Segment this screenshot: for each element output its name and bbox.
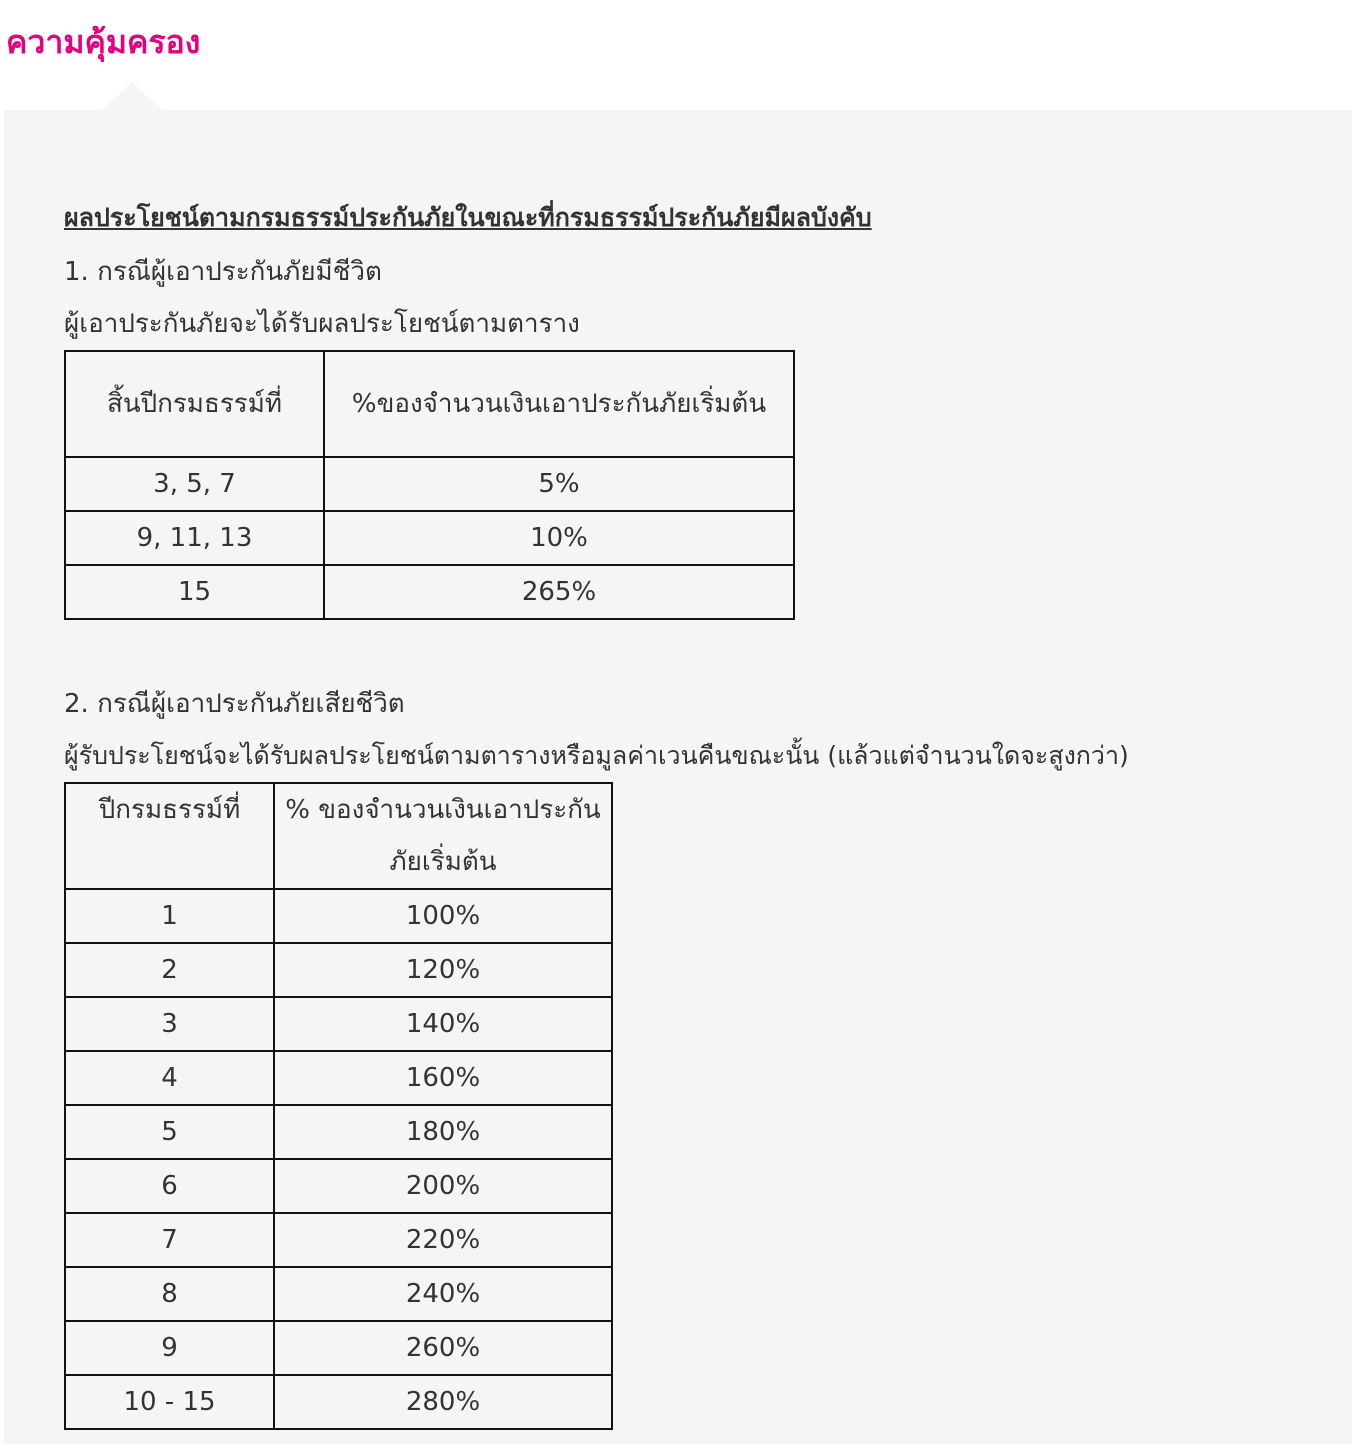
death-benefit-table xyxy=(64,782,613,1430)
percent-cell: 5% xyxy=(324,457,794,511)
coverage-tab-title[interactable]: ความคุ้มครอง xyxy=(6,23,201,61)
table-row xyxy=(65,889,612,943)
percent-cell: 10% xyxy=(324,511,794,565)
table-row xyxy=(65,1375,612,1429)
case1-title: 1. กรณีผู้เอาประกันภัยมีชีวิต xyxy=(64,257,382,287)
policy-year-header: ปีกรมธรรม์ที่ xyxy=(65,783,274,889)
percent-cell: 260% xyxy=(274,1321,612,1375)
table-header-row xyxy=(65,351,794,457)
table-row xyxy=(65,1267,612,1321)
policy-year-cell: 15 xyxy=(65,565,324,619)
policy-year-cell: 3, 5, 7 xyxy=(65,457,324,511)
policy-year-cell: 1 xyxy=(65,889,274,943)
table-header-row xyxy=(65,783,612,889)
coverage-content xyxy=(64,196,1324,1430)
panel-pointer-arrow xyxy=(102,82,162,110)
policy-year-cell: 10 - 15 xyxy=(65,1375,274,1429)
percent-cell: 265% xyxy=(324,565,794,619)
percent-cell: 240% xyxy=(274,1267,612,1321)
table-row xyxy=(65,943,612,997)
case1-description: ผู้เอาประกันภัยจะได้รับผลประโยชน์ตามตาราง xyxy=(64,309,580,339)
benefit-heading: ผลประโยชน์ตามกรมธรรม์ประกันภัยในขณะที่กรมธรรม์ประกันภัยมีผลบังคับ xyxy=(64,203,872,232)
policy-year-cell: 9 xyxy=(65,1321,274,1375)
policy-year-cell: 4 xyxy=(65,1051,274,1105)
policy-year-cell: 5 xyxy=(65,1105,274,1159)
percent-cell: 140% xyxy=(274,997,612,1051)
percent-cell: 200% xyxy=(274,1159,612,1213)
table-row xyxy=(65,1321,612,1375)
percent-cell: 180% xyxy=(274,1105,612,1159)
policy-year-cell: 9, 11, 13 xyxy=(65,511,324,565)
percent-cell: 220% xyxy=(274,1213,612,1267)
table-row xyxy=(65,457,794,511)
coverage-panel xyxy=(4,110,1352,1444)
percent-cell: 100% xyxy=(274,889,612,943)
percent-sum-insured-header: % ของจำนวนเงินเอาประกันภัยเริ่มต้น xyxy=(274,783,612,889)
table-row xyxy=(65,1159,612,1213)
table-row xyxy=(65,997,612,1051)
policy-year-cell: 3 xyxy=(65,997,274,1051)
living-benefit-table xyxy=(64,350,795,620)
policy-year-cell: 8 xyxy=(65,1267,274,1321)
percent-cell: 280% xyxy=(274,1375,612,1429)
policy-year-cell: 7 xyxy=(65,1213,274,1267)
percent-sum-insured-header: %ของจำนวนเงินเอาประกันภัยเริ่มต้น xyxy=(324,351,794,457)
case2-description: ผู้รับประโยชน์จะได้รับผลประโยชน์ตามตารางหรือมูลค่าเวนคืนขณะนั้น (แล้วแต่จำนวนใดจะสูงกว่า) xyxy=(64,741,1129,770)
table-row xyxy=(65,1051,612,1105)
table-row xyxy=(65,511,794,565)
policy-year-cell: 2 xyxy=(65,943,274,997)
table-row xyxy=(65,565,794,619)
policy-year-cell: 6 xyxy=(65,1159,274,1213)
policy-year-end-header: สิ้นปีกรมธรรม์ที่ xyxy=(65,351,324,457)
table-row xyxy=(65,1213,612,1267)
table-row xyxy=(65,1105,612,1159)
case2-title: 2. กรณีผู้เอาประกันภัยเสียชีวิต xyxy=(64,689,405,719)
section-spacer xyxy=(64,620,1324,678)
percent-cell: 160% xyxy=(274,1051,612,1105)
percent-cell: 120% xyxy=(274,943,612,997)
